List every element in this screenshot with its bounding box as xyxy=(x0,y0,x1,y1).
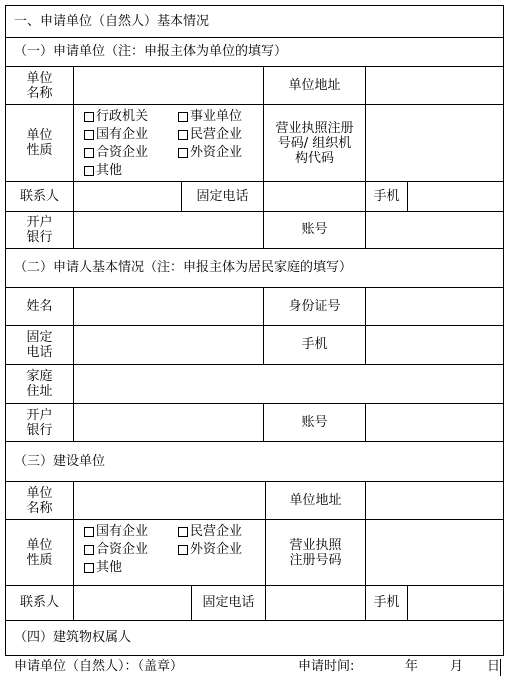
field-builder-landline[interactable] xyxy=(265,585,366,621)
field-builder-license[interactable] xyxy=(365,519,504,586)
label-builder-name: 单位 名称 xyxy=(5,481,74,520)
signature-footer xyxy=(0,658,508,678)
section-title-text: 一、申请单位（自然人）基本情况 xyxy=(14,13,210,29)
option-state-owned[interactable] xyxy=(84,127,176,143)
field-personal-landline[interactable] xyxy=(73,325,264,365)
field-personal-mobile[interactable] xyxy=(365,325,504,365)
builder-nature-options xyxy=(73,519,266,586)
option-public-institution[interactable] xyxy=(178,109,268,125)
label-personal-account: 账号 xyxy=(263,403,366,442)
field-landline[interactable] xyxy=(263,181,366,212)
option-admin-agency[interactable] xyxy=(84,109,176,125)
field-unit-name[interactable] xyxy=(73,66,264,105)
field-id-number[interactable] xyxy=(365,287,504,326)
option-other[interactable] xyxy=(84,560,176,576)
month-label: 月 xyxy=(450,659,464,674)
checkbox-icon xyxy=(84,527,94,537)
applicant-seal-label: 申请单位（自然人）：（盖章） xyxy=(14,659,184,674)
checkbox-icon xyxy=(84,545,94,555)
checkbox-icon xyxy=(84,148,94,158)
subsection-2-title-text: （二）申请人基本情况（注：申报主体为居民家庭的填写） xyxy=(14,260,353,275)
subsection-3-title-text: （三）建设单位 xyxy=(14,453,106,469)
option-label: 合资企业 xyxy=(96,542,149,557)
label-unit-address: 单位地址 xyxy=(263,66,366,105)
label-builder-nature: 单位 性质 xyxy=(5,519,74,586)
label-mobile: 手机 xyxy=(365,181,408,212)
label-builder-contact: 联系人 xyxy=(5,585,74,621)
option-label: 其他 xyxy=(96,163,123,178)
option-state-owned[interactable] xyxy=(84,524,176,540)
field-builder-name[interactable] xyxy=(73,481,266,520)
label-personal-mobile: 手机 xyxy=(263,325,366,365)
checkbox-icon xyxy=(178,545,188,555)
subsection-4-title-text: （四）建筑物权属人 xyxy=(14,630,132,645)
label-builder-license: 营业执照 注册号码 xyxy=(265,519,366,586)
option-label: 其他 xyxy=(96,560,123,575)
option-joint-venture[interactable] xyxy=(84,542,176,558)
label-personal-landline: 固定 电话 xyxy=(5,325,74,365)
label-unit-nature: 单位 性质 xyxy=(5,104,74,182)
label-license: 营业执照注册 号码/ 组织机 构代码 xyxy=(263,104,366,182)
checkbox-icon xyxy=(178,148,188,158)
option-private[interactable] xyxy=(178,127,268,143)
label-builder-address: 单位地址 xyxy=(265,481,366,520)
unit-nature-options xyxy=(73,104,264,182)
field-bank[interactable] xyxy=(73,211,264,249)
label-unit-name: 单位 名称 xyxy=(5,66,74,105)
option-foreign[interactable] xyxy=(178,542,268,558)
option-label: 外资企业 xyxy=(190,542,243,557)
checkbox-icon xyxy=(84,130,94,140)
field-builder-address[interactable] xyxy=(365,481,504,520)
option-label: 国有企业 xyxy=(96,524,149,539)
option-label: 民营企业 xyxy=(190,524,243,539)
label-id-number: 身份证号 xyxy=(263,287,366,326)
label-home-address: 家庭 住址 xyxy=(5,364,74,404)
section-title xyxy=(5,5,504,38)
option-label: 合资企业 xyxy=(96,145,149,160)
checkbox-icon xyxy=(84,112,94,122)
field-account[interactable] xyxy=(365,211,504,249)
field-personal-account[interactable] xyxy=(365,403,504,442)
option-label: 民营企业 xyxy=(190,127,243,142)
label-landline: 固定电话 xyxy=(181,181,264,212)
subsection-1-title-text: （一）申请单位（注：申报主体为单位的填写） xyxy=(14,44,288,59)
date-label: 申请时间: xyxy=(298,659,355,674)
label-personal-bank: 开户 银行 xyxy=(5,403,74,442)
option-foreign[interactable] xyxy=(178,145,268,161)
year-label: 年 xyxy=(405,659,419,674)
field-contact[interactable] xyxy=(73,181,182,212)
subsection-2-title xyxy=(5,248,504,288)
label-builder-mobile: 手机 xyxy=(365,585,408,621)
field-builder-mobile[interactable] xyxy=(407,585,504,621)
checkbox-icon xyxy=(84,166,94,176)
field-personal-bank[interactable] xyxy=(73,403,264,442)
label-builder-landline: 固定电话 xyxy=(191,585,266,621)
option-label: 外资企业 xyxy=(190,145,243,160)
label-name: 姓名 xyxy=(5,287,74,326)
field-builder-contact[interactable] xyxy=(73,585,192,621)
option-label: 事业单位 xyxy=(190,109,243,124)
field-name[interactable] xyxy=(73,287,264,326)
checkbox-icon xyxy=(178,527,188,537)
day-label: 日 xyxy=(487,659,501,674)
label-contact: 联系人 xyxy=(5,181,74,212)
option-label: 国有企业 xyxy=(96,127,149,142)
text-cursor xyxy=(500,659,501,676)
checkbox-icon xyxy=(178,112,188,122)
label-account: 账号 xyxy=(263,211,366,249)
checkbox-icon xyxy=(84,563,94,573)
option-label: 行政机关 xyxy=(96,109,149,124)
subsection-4-title xyxy=(5,620,504,656)
checkbox-icon xyxy=(178,130,188,140)
subsection-3-title xyxy=(5,441,504,482)
field-license[interactable] xyxy=(365,104,504,182)
field-home-address[interactable] xyxy=(73,364,504,404)
label-bank: 开户 银行 xyxy=(5,211,74,249)
field-mobile[interactable] xyxy=(407,181,504,212)
option-joint-venture[interactable] xyxy=(84,145,176,161)
option-other[interactable] xyxy=(84,163,176,179)
subsection-1-title xyxy=(5,37,504,67)
option-private[interactable] xyxy=(178,524,268,540)
field-unit-address[interactable] xyxy=(365,66,504,105)
